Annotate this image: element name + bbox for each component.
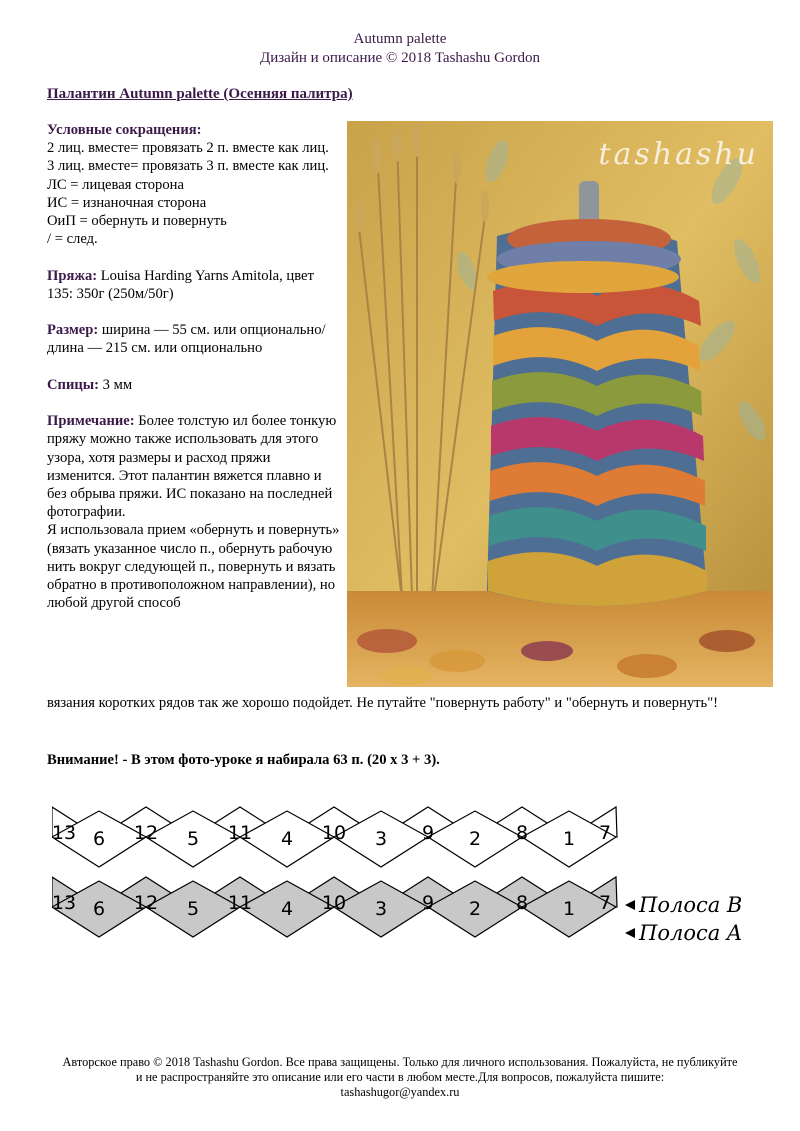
abbreviation-item: / = след. — [47, 231, 98, 248]
size-section — [47, 321, 342, 357]
strip-b-label-arrow — [625, 900, 635, 910]
upper-a-label: 6 — [92, 828, 106, 850]
upper-a-label: 4 — [280, 828, 294, 850]
strip-b-label: Полоса B — [639, 893, 743, 917]
upper-a-label: 1 — [562, 828, 576, 850]
lower-a-label: 1 — [562, 898, 576, 920]
abbreviations-section — [47, 121, 342, 248]
pattern-intro — [47, 121, 342, 612]
upper-b-label: 11 — [227, 822, 253, 844]
upper-b-label: 13 — [52, 822, 77, 844]
upper-b-label: 8 — [515, 822, 529, 844]
needles-section — [47, 376, 342, 394]
lower-b-label: 7 — [598, 892, 612, 914]
abbreviation-item: ЛС = лицевая сторона — [47, 176, 184, 193]
upper-b-label: 12 — [133, 822, 159, 844]
lower-b-label: 11 — [227, 892, 253, 914]
page-title: Палантин Autumn palette (Осенняя палитра) — [47, 86, 353, 102]
upper-b-label: 9 — [421, 822, 435, 844]
lower-a-label: 4 — [280, 898, 294, 920]
lower-a-label: 2 — [468, 898, 482, 920]
needles-text: 3 мм — [99, 376, 133, 393]
abbreviation-item: ОиП = обернуть и повернуть — [47, 213, 227, 230]
yarn-text: Louisa Harding Yarns Amitola, цвет 135: 350г (250м/50г) — [47, 267, 314, 302]
lower-b-label: 8 — [515, 892, 529, 914]
abbreviations-label: Условные сокращения: — [47, 122, 202, 138]
lower-b-label: 13 — [52, 892, 77, 914]
note-text-2: Я использовала прием «обернуть и повернуть» (вязать указанное число п., обернуть рабочую нить вокруг следующей п., повернуть и вязать обратно в противоположном направлении), но любой другой способ — [47, 522, 340, 612]
lower-a-label: 5 — [186, 898, 200, 920]
short-rows-diagram — [52, 805, 752, 955]
upper-a-label: 5 — [186, 828, 200, 850]
abbreviation-item: 3 лиц. вместе= провязать 3 п. вместе как лиц. — [47, 158, 329, 175]
header-copyright: Дизайн и описание © 2018 Tashashu Gordon — [259, 50, 541, 66]
note-section — [47, 412, 342, 612]
scarf-photo-illustration — [347, 121, 773, 687]
lower-b-label: 9 — [421, 892, 435, 914]
lower-b-label: 12 — [133, 892, 159, 914]
abbreviation-item: ИС = изнаночная сторона — [47, 194, 207, 211]
strip-a-label: Полоса A — [639, 921, 743, 945]
upper-b-label: 7 — [598, 822, 612, 844]
upper-b-label: 10 — [321, 822, 347, 844]
size-text: ширина — 55 см. или опционально/ длина — 215 см. или опционально — [47, 322, 326, 357]
lower-b-label: 10 — [321, 892, 347, 914]
photo-watermark: tashashu — [598, 137, 759, 172]
lower-a-label: 6 — [92, 898, 106, 920]
yarn-label: Пряжа: — [47, 267, 98, 284]
note-label: Примечание: — [47, 413, 135, 430]
upper-a-label: 2 — [468, 828, 482, 850]
upper-a-label: 3 — [374, 828, 388, 850]
needles-label: Спицы: — [47, 376, 100, 393]
yarn-section — [47, 267, 342, 303]
note-continuation: вязания коротких рядов так же хорошо подойдет. Не путайте "повернуть работу" и "обернуть и повернуть"! — [47, 695, 719, 711]
strip-a-label-arrow — [625, 928, 635, 938]
warning-text: Внимание! - В этом фото-уроке я набирала 63 п. (20 х 3 + 3). — [47, 752, 440, 768]
footer-text: Авторское право © 2018 Tashashu Gordon. Все права защищены. Только для личного использования. Пожалуйста, не публикуйте и не распространяйте это описание или его части в любом месте.Для вопросов, пожалуйста пишите: — [62, 1055, 738, 1084]
header-title: Autumn palette — [353, 31, 447, 47]
note-text: Более толстую ил более тонкую пряжу можно также использовать для этого узора, хотя размеры и расход пряжи изменится. Этот палантин вяжется плавно и без обрыва пряжи. ИС показано на последней фотографии. — [47, 413, 337, 521]
copyright-footer — [60, 1055, 740, 1100]
lower-a-label: 3 — [374, 898, 388, 920]
size-label: Размер: — [47, 322, 99, 339]
footer-email: tashashugor@yandex.ru — [340, 1085, 460, 1099]
abbreviation-item: 2 лиц. вместе= провязать 2 п. вместе как лиц. — [47, 140, 329, 157]
scarf-photo — [347, 121, 773, 687]
